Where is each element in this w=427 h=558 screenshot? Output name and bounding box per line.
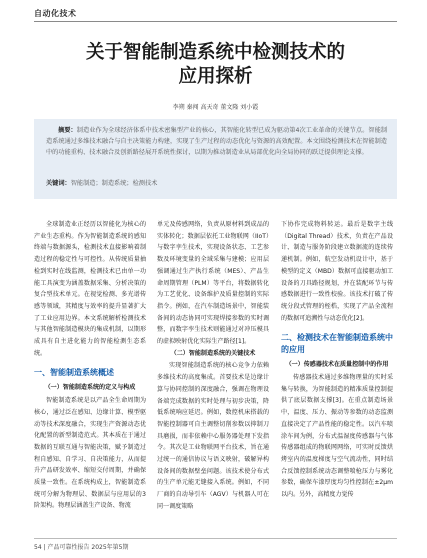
body-column-3 — [281, 219, 393, 501]
subsection-heading-2-1: （一）传感器技术在质量控制中的作用 — [285, 361, 389, 369]
intro-paragraph: 全球制造业正经历以智能化为核心的产业生态重构。作为智能制造系统的感知终端与数据源头，检测技术直接影响着制造过程的稳定性与可控性。从传统质量抽检到实时在线监测，检测技术已由单一功能工具演变为涵盖数据采集、分析决策的复合型技术单元。在视觉检测、多光谱传感等领域，其精度与效率的提升显著扩大了工业应用边界。本文系统解析检测技术与其他智能制造模块的集成机制，以期形成具有自主进化能力的智能检测生态系统。 — [34, 221, 146, 357]
abstract-body: 制造业作为全球经济体系中技术密集型产业的核心，其智能化转型已成为驱动第4次工业革命的关键节点。智能制造系统通过多维技术融合与自主决策能力构建，实现了生产过程的动态优化与资源的高效配置。本文围绕检测技术在智能制造中的功能重构、技术融合及创新路径展开系统性探讨，以期为推动制造业从局部优化向全局协同的跃迁提供理论支撑。 — [46, 127, 388, 156]
footer-rule — [34, 538, 397, 539]
paragraph: 实现智能制造系统的核心竞争力依赖多维技术的高度集成。首要技术是边缘计算与协同控制的深度融合，强调在物理设备端完成数据的实时处理与初步决策，降低系统响应延迟。例如，数控机床搭载的智能控制器可自主调整切削参数以抑制刀具磨损，而非依赖中心服务器处理下发指令。其次是工业物联网平台技术，旨在通过统一的通信协议与语义映射，破解异构设备间的数据壁垒问题。该技术使分布式的生产单元能无缝接入系统。例如，不同厂商的自动导引车（AGV）与机器人可在同一调度策略 — [157, 362, 269, 510]
page-footer: 54 | 产品可靠性报告 2025年第5期 — [34, 544, 129, 551]
keywords-values: 智能制造；制造系统；检测技术 — [70, 180, 158, 187]
section-label: 自动化技术 — [34, 9, 77, 18]
subsection-heading-1-2: （二）智能制造系统的关键技术 — [170, 349, 256, 357]
abstract-box — [34, 119, 397, 199]
section-heading-2: 二、检测技术在智能制造系统中的应用 — [281, 333, 393, 355]
paragraph: 智能制造系统是以产品全生命周期为核心，通过泛在感知、边缘计算、模型驱动等技术深度融合，实现生产资源动态优化配置的新型制造范式。其本质在于通过数据的互联互通与智能决策，赋予制造过程自感知、自学习、自决策能力，从而提升产品研发效率、缩短交付周期，并确保质量一致性。在系统构成上，智能制造系统可分解为物理层、数据层与应用层的3阶架构。物理层涵盖生产设备、物流 — [34, 397, 146, 510]
abstract-label: 摘要： — [58, 127, 77, 134]
paragraph: 下协作完成物料转运。最后是数字主线（Digital Thread）技术，负责在产品设计、制造与服务阶段建立数据流的连续传递机制。例如，航空发动机设计中，基于模型的定义（MBD）数据可直接驱动加工设备的刀具路径规划，并在装配环节与传感数据进行一致性校验。该技术打破了传统分段式管理的桎梏，实现了产品全流程的数据可追溯性与动态优化[2]。 — [281, 221, 393, 322]
keywords-line — [46, 178, 387, 187]
header-rule — [34, 21, 397, 22]
paragraph: 传感器技术通过多维物理量的实时采集与转换，为智能制造的精准质量控制提供了底层数据支撑[3]。在重点制造场景中，温度、压力、振动等参数的动态监测直接决定了产品性能的稳定性。以汽车喷涂车间为例，分布式温湿度传感器与气体传感器组成的物联网网络，可实时反馈烘烤室内的温度梯度与空气流动性，同时结合反馈控制系统动态调整喷枪压力与雾化参数，确保车漆厚度均匀性控制在±2μm以内。另外，高精度力觉传 — [281, 374, 393, 499]
subsection-heading-1-1: （一）智能制造系统的定义与构成 — [44, 384, 136, 392]
authors: 李朔 秦闯 高天奇 董文隆 刘小霞 — [172, 104, 259, 111]
title-line-2: 应用探析 — [178, 66, 253, 87]
keywords-label: 关键词： — [46, 180, 71, 187]
paragraph: 单元及传感网络，负责从原材料到成品的实体转化；数据层依托工业物联网（IIoT）与数字孪生技术，实现设备状态、工艺参数及环境变量的全域采集与建模；应用层强调通过生产执行系统（MES）、产品生命周期管理（PLM）等平台，将数据转化为工艺优化、设备维护及质量控制的实际指令。例如，在汽车制造场景中，智能装备间的动态协同可实现焊接参数的实时调整，而数字孪生技术则能通过对冲压模具的虚拟映射优化实际生产路径[1]。 — [157, 221, 269, 346]
article-title — [34, 41, 397, 89]
title-line-1: 关于智能制造系统中检测技术的 — [85, 42, 345, 63]
abstract-text — [46, 125, 387, 158]
body-column-2 — [157, 219, 269, 513]
body-column-1 — [34, 219, 146, 512]
section-heading-1: 一、智能制造系统概述 — [34, 368, 114, 378]
